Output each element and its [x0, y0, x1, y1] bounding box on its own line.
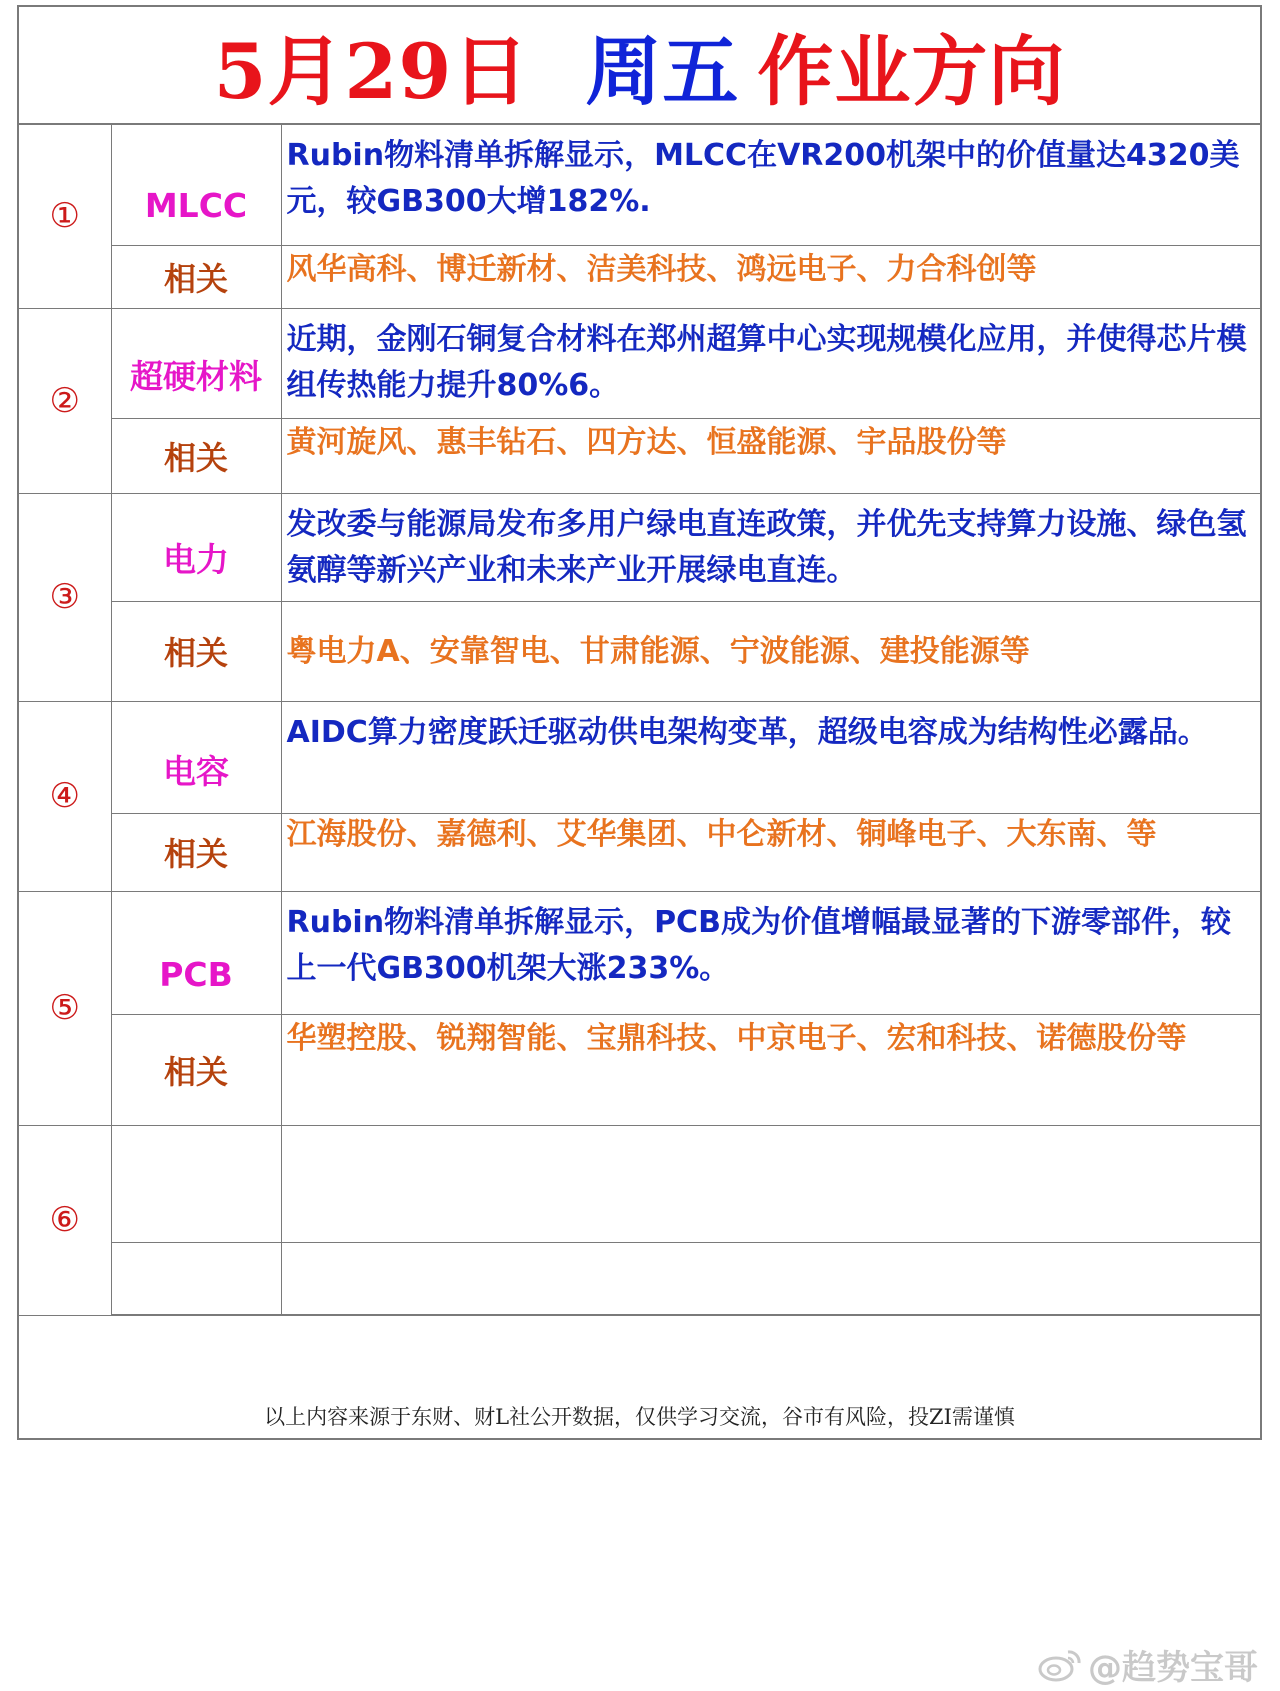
row-6-description [19, 1125, 1260, 1242]
row-1-description [19, 125, 1260, 245]
row-2-description [19, 308, 1260, 418]
watermark [1038, 1640, 1258, 1689]
related-stocks [281, 1242, 1260, 1315]
row-1-related [19, 245, 1260, 308]
title-row [19, 7, 1260, 125]
row-number: ⑤ [19, 891, 111, 1125]
related-stocks: 华塑控股、锐翔智能、宝鼎科技、中京电子、宏和科技、诺德股份等 [281, 1014, 1260, 1125]
row-number: ⑥ [19, 1125, 111, 1315]
row-number: ④ [19, 701, 111, 891]
related-label-empty [111, 1242, 281, 1315]
row-2-related [19, 418, 1260, 493]
category-label: 电容 [111, 701, 281, 813]
title-date: 5月29日 [213, 26, 530, 116]
row-number: ② [19, 308, 111, 493]
description-text [281, 1125, 1260, 1242]
row-number: ③ [19, 493, 111, 701]
document-sheet [17, 5, 1262, 1440]
related-stocks: 黄河旋风、惠丰钻石、四方达、恒盛能源、宇品股份等 [281, 418, 1260, 493]
direction-table [19, 125, 1260, 1316]
related-stocks: 粤电力A、安靠智电、甘肃能源、宁波能源、建投能源等 [281, 601, 1260, 701]
row-5-description [19, 891, 1260, 1014]
category-label: MLCC [111, 125, 281, 245]
related-stocks: 江海股份、嘉德利、艾华集团、中仑新材、铜峰电子、大东南、等 [281, 813, 1260, 891]
row-6-related [19, 1242, 1260, 1315]
row-4-related [19, 813, 1260, 891]
description-text: AIDC算力密度跃迁驱动供电架构变革，超级电容成为结构性必露品。 [281, 701, 1260, 813]
title-heading: 作业方向 [757, 26, 1066, 116]
disclaimer-footer: 以上内容来源于东财、财L社公开数据，仅供学习交流，谷市有风险，投ZI需谨慎 [264, 1405, 1015, 1429]
related-label: 相关 [111, 1014, 281, 1125]
category-label: 电力 [111, 493, 281, 601]
row-4-description [19, 701, 1260, 813]
related-label: 相关 [111, 813, 281, 891]
category-label: PCB [111, 891, 281, 1014]
row-3-related [19, 601, 1260, 701]
description-text: 发改委与能源局发布多用户绿电直连政策，并优先支持算力设施、绿色氢氨醇等新兴产业和未来产业开展绿电直连。 [281, 493, 1260, 601]
weibo-logo-icon [1038, 1648, 1082, 1682]
related-stocks: 风华高科、博迁新材、洁美科技、鸿远电子、力合科创等 [281, 245, 1260, 308]
category-label [111, 1125, 281, 1242]
row-number: ① [19, 125, 111, 308]
related-label: 相关 [111, 418, 281, 493]
row-3-description [19, 493, 1260, 601]
description-text: Rubin物料清单拆解显示，PCB成为价值增幅最显著的下游零部件，较上一代GB300机架大涨233%。 [281, 891, 1260, 1014]
related-label: 相关 [111, 601, 281, 701]
category-label: 超硬材料 [111, 308, 281, 418]
row-5-related [19, 1014, 1260, 1125]
title-weekday: 周五 [585, 26, 740, 116]
description-text: Rubin物料清单拆解显示，MLCC在VR200机架中的价值量达4320美元，较GB300大增182%. [281, 125, 1260, 245]
related-label: 相关 [111, 245, 281, 308]
watermark-text: @趋势宝哥 [1088, 1648, 1258, 1688]
description-text: 近期，金刚石铜复合材料在郑州超算中心实现规模化应用，并使得芯片模组传热能力提升80%6。 [281, 308, 1260, 418]
